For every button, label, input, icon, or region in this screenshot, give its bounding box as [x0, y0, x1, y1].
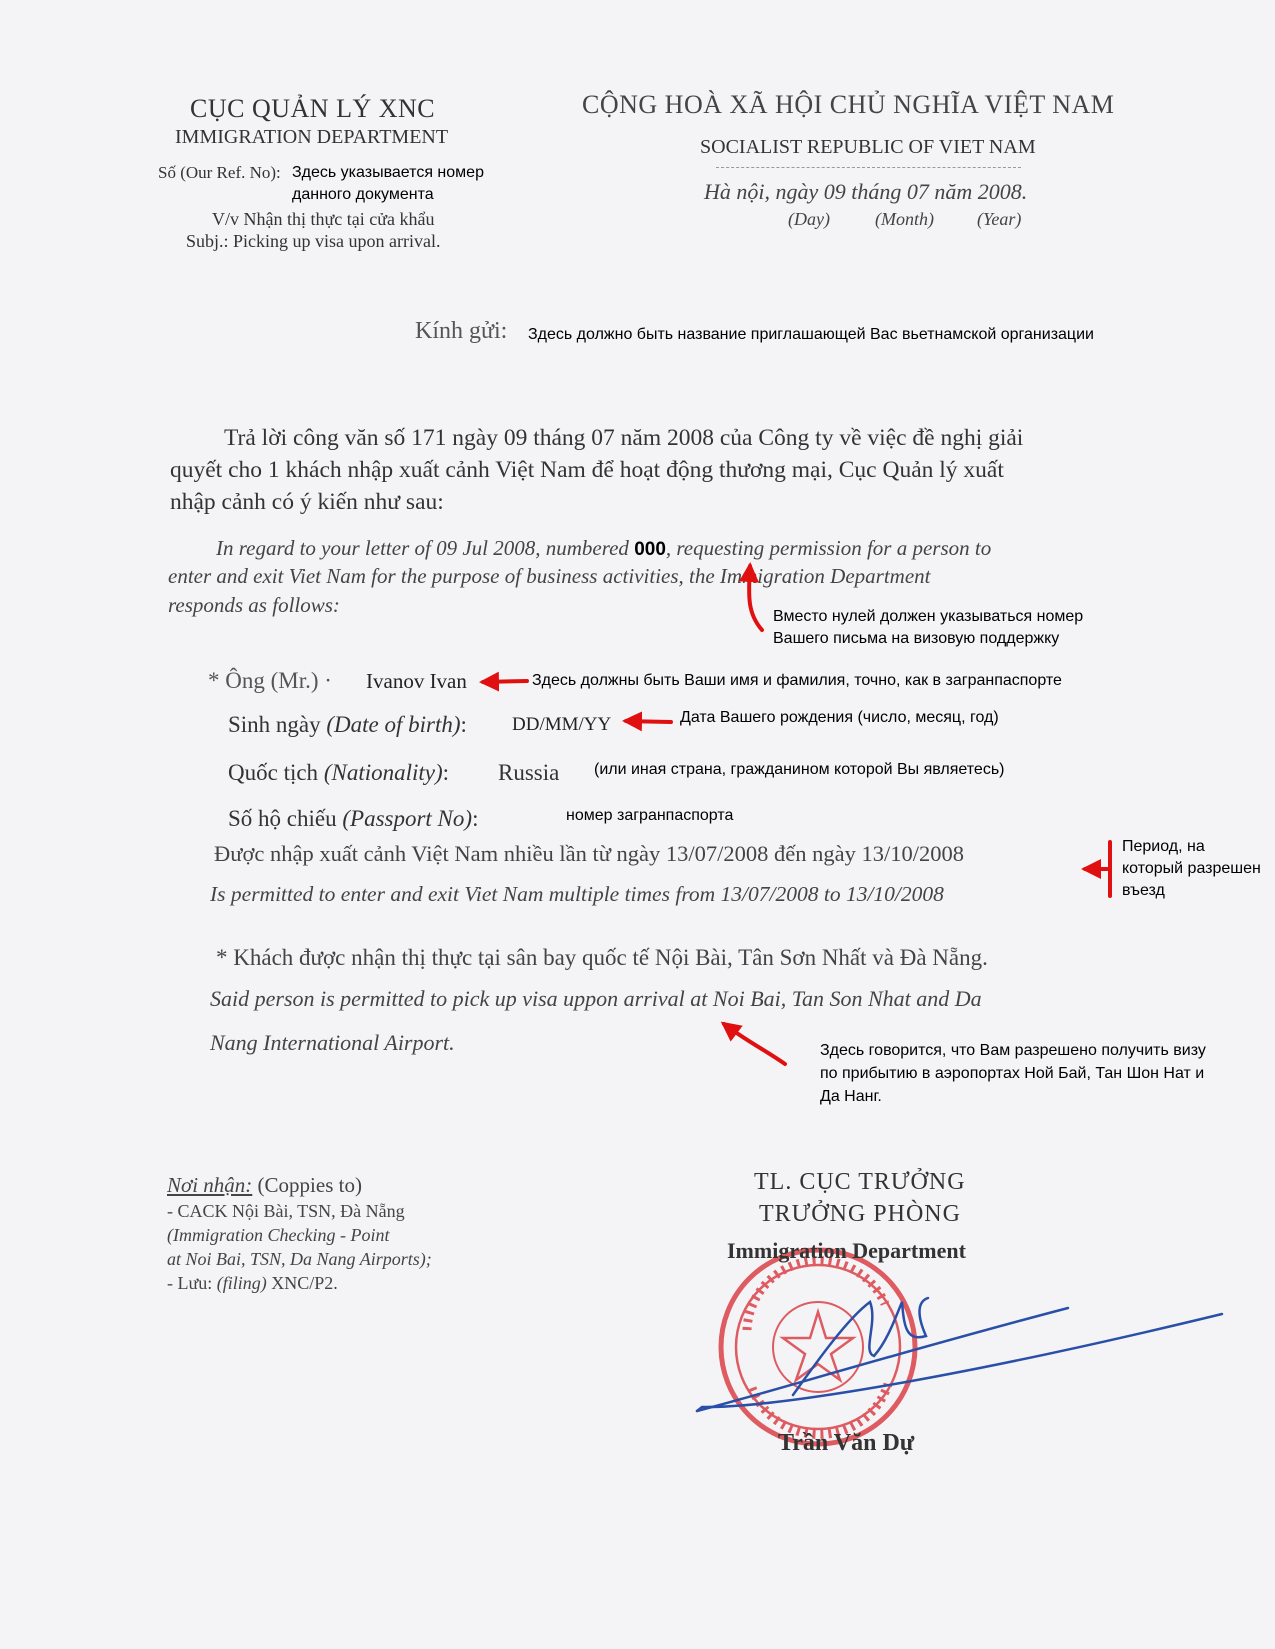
copies-line3: at Noi Bai, TSN, Da Nang Airports);	[167, 1249, 432, 1269]
permission-en: Is permitted to enter and exit Viet Nam multiple times from 13/07/2008 to 13/10/2008	[210, 882, 944, 906]
date-month-caption: (Month)	[875, 209, 934, 229]
airport-en-line1: Said person is permitted to pick up visa uppon arrival at Noi Bai, Tan Son Nhat and Da	[210, 986, 982, 1011]
permission-note-line3: въезд	[1122, 882, 1165, 899]
airport-note-line1: Здесь говорится, что Вам разрешено получить визу	[820, 1042, 1206, 1059]
permission-vn: Được nhập xuất cảnh Việt Nam nhiều lần từ ngày 13/07/2008 đến ngày 13/10/2008	[214, 841, 965, 866]
copies-line2: (Immigration Checking - Point	[167, 1225, 390, 1245]
airport-vn: * Khách được nhận thị thực tại sân bay quốc tế Nội Bài, Tân Sơn Nhất và Đà Nẵng.	[216, 945, 988, 970]
org-name-vn: CỤC QUẢN LÝ XNC	[190, 94, 436, 123]
name-label: * Ông (Mr.) ·	[208, 668, 332, 693]
body-vn-line2: quyết cho 1 khách nhập xuất cảnh Việt Nam để hoạt động thương mại, Cục Quản lý xuất	[170, 457, 1004, 483]
airport-en-line2: Nang International Airport.	[210, 1030, 455, 1055]
dob-value: DD/MM/YY	[512, 714, 612, 735]
nationality-colon: :	[442, 760, 450, 785]
name-value: Ivanov Ivan	[366, 669, 467, 693]
dob-note: Дата Вашего рождения (число, месяц, год)	[680, 709, 999, 726]
body-vn-line1: Trả lời công văn số 171 ngày 09 tháng 07 năm 2008 của Công ty về việc đề nghị giải	[224, 425, 1024, 451]
airport-note-line2: по прибытию в аэропортах Ной Бай, Тан Шон Нат и	[820, 1065, 1205, 1082]
dob-colon: :	[460, 712, 467, 737]
copies-label-en: (Coppies to)	[252, 1173, 362, 1197]
recipient-note: Здесь должно быть название приглашающей Вас вьетнамской организации	[528, 326, 1094, 343]
subject-vn: V/v Nhận thị thực tại cửa khẩu	[212, 209, 435, 229]
recipient-label: Kính gửi:	[415, 318, 508, 344]
passport-label-en: (Passport No)	[342, 806, 473, 831]
document-date: Hà nội, ngày 09 tháng 07 năm 2008.	[704, 179, 1028, 204]
number-note-line1: Вместо нулей должен указываться номер	[773, 608, 1084, 625]
ref-note-line2: данного документа	[292, 186, 434, 203]
signature-mark	[697, 1298, 1222, 1411]
passport-note: номер загранпаспорта	[566, 807, 734, 824]
signatory-title-line1: TL. CỤC TRƯỞNG	[754, 1169, 966, 1195]
annotation-arrows	[483, 566, 1110, 1064]
official-stamp	[721, 1250, 915, 1444]
date-year-caption: (Year)	[977, 209, 1022, 229]
body-en-line1-start: In regard to your letter of 09 Jul 2008, numbered	[216, 536, 635, 560]
passport-label-vn: Số hộ chiếu	[228, 806, 343, 831]
body-en-line3: responds as follows:	[168, 593, 340, 617]
permission-note-line1: Период, на	[1122, 838, 1205, 855]
copies-line4-start: - Lưu:	[167, 1273, 217, 1293]
nationality-label-en: (Nationality)	[323, 760, 443, 785]
body-en-line2: enter and exit Viet Nam for the purpose of business activities, the Immigration Department	[168, 564, 931, 588]
copies-line4-end: XNC/P2.	[266, 1273, 338, 1293]
country-name-vn: CỘNG HOÀ XÃ HỘI CHỦ NGHĨA VIỆT NAM	[582, 90, 1115, 119]
passport-colon: :	[472, 806, 479, 831]
dob-label-vn: Sinh ngày	[228, 712, 327, 737]
ref-note-line1: Здесь указывается номер	[292, 164, 484, 181]
country-name-en: SOCIALIST REPUBLIC OF VIET NAM	[700, 136, 1036, 158]
body-vn-line3: nhập cảnh có ý kiến như sau:	[170, 489, 444, 515]
copies-line1: - CACK Nội Bài, TSN, Đà Nẵng	[167, 1201, 405, 1221]
name-note: Здесь должны быть Ваши имя и фамилия, точно, как в загранпаспорте	[532, 672, 1062, 689]
signatory-title-line2: TRƯỞNG PHÒNG	[759, 1201, 961, 1227]
letter-number: 000	[634, 539, 666, 560]
date-day-caption: (Day)	[788, 209, 830, 229]
nationality-note: (или иная страна, гражданином которой Вы являетесь)	[594, 761, 1005, 778]
signatory-department: Immigration Department	[727, 1238, 966, 1263]
subject-en: Subj.: Picking up visa upon arrival.	[186, 231, 441, 251]
org-name-en: IMMIGRATION DEPARTMENT	[175, 126, 449, 148]
permission-note-line2: который разрешен	[1122, 860, 1261, 877]
signatory-name: Trần Văn Dự	[778, 1430, 915, 1456]
dob-label-en: (Date of birth)	[326, 712, 461, 737]
copies-label-vn: Nơi nhận:	[167, 1173, 253, 1197]
nationality-label-vn: Quốc tịch	[228, 760, 324, 785]
ref-label: Số (Our Ref. No):	[158, 163, 281, 182]
copies-line4-filing: (filing)	[216, 1273, 267, 1293]
body-en-line1-end: , requesting permission for a person to	[665, 536, 992, 560]
airport-note-line3: Да Нанг.	[820, 1088, 882, 1105]
nationality-value: Russia	[498, 760, 560, 785]
number-note-line2: Вашего письма на визовую поддержку	[773, 630, 1060, 647]
